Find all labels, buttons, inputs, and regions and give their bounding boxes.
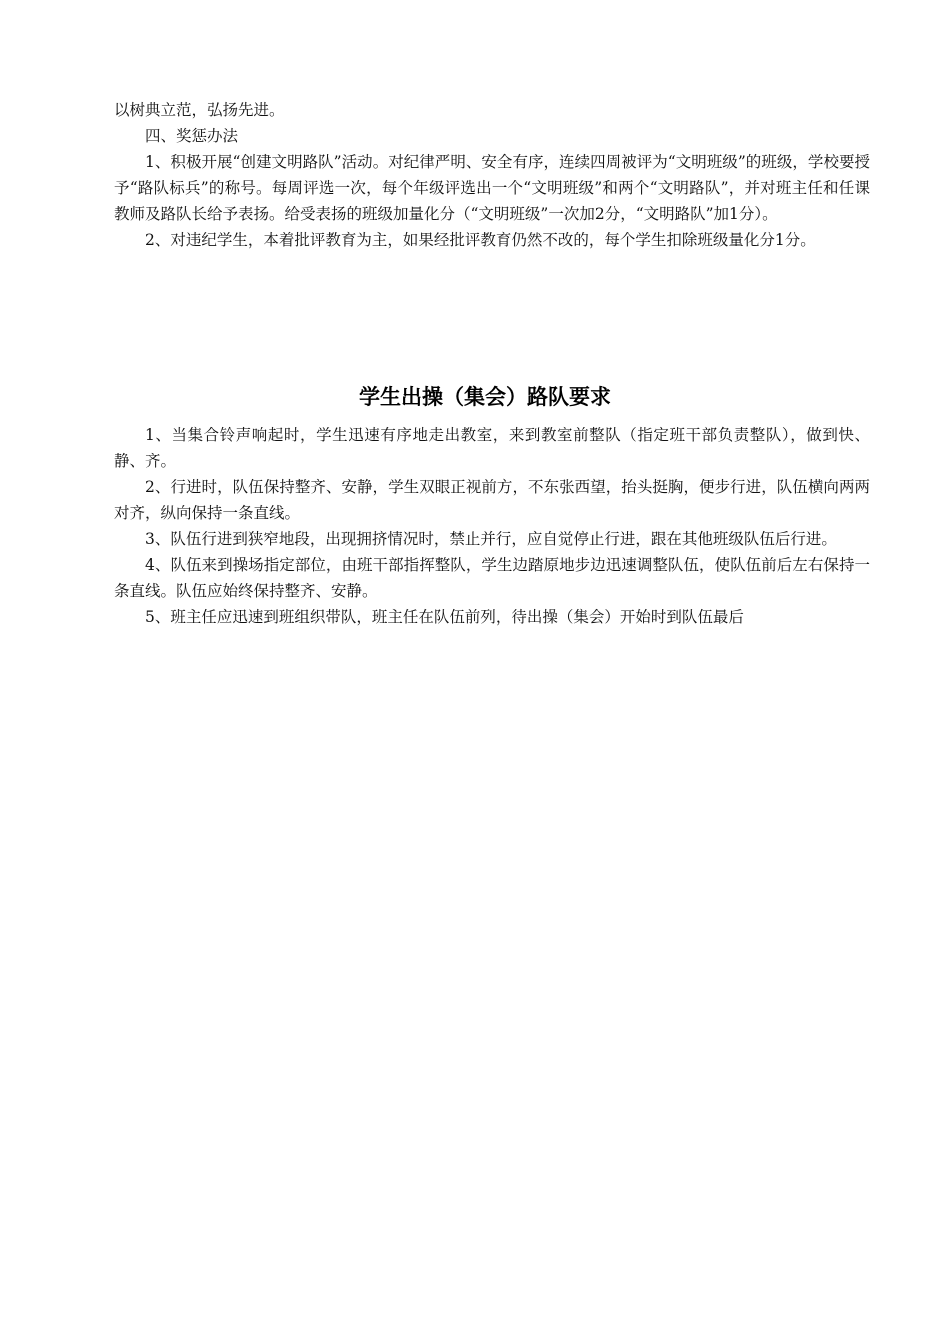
section-heading-rewards: 四、奖惩办法 <box>145 127 239 145</box>
requirement-item-5: 5、班主任应迅速到班组织带队，班主任在队伍前列，待出操（集会）开始时到队伍最后 <box>145 608 744 626</box>
requirement-item-3: 3、队伍行进到狭窄地段，出现拥挤情况时，禁止并行，应自觉停止行进，跟在其他班级队伍后行进。 <box>145 530 837 548</box>
requirement-item-1: 1、当集合铃声响起时，学生迅速有序地走出教室，来到教室前整队（指定班干部负责整队），做到快、静、齐。 <box>114 426 870 470</box>
requirement-item-4: 4、队伍来到操场指定部位，由班干部指挥整队，学生边踏原地步边迅速调整队伍，使队伍前后左右保持一条直线。队伍应始终保持整齐、安静。 <box>114 556 870 600</box>
rewards-section <box>114 97 870 253</box>
paragraph-reward-2: 2、对违纪学生，本着批评教育为主，如果经批评教育仍然不改的，每个学生扣除班级量化分1分。 <box>145 231 816 249</box>
requirements-section <box>114 422 870 630</box>
document-title: 学生出操（集会）路队要求 <box>359 385 611 409</box>
requirement-item-2: 2、行进时，队伍保持整齐、安静，学生双眼正视前方，不东张西望，抬头挺胸，便步行进，队伍横向两两对齐，纵向保持一条直线。 <box>114 478 870 522</box>
paragraph-continuation: 以树典立范，弘扬先进。 <box>114 101 285 119</box>
paragraph-reward-1: 1、积极开展“创建文明路队”活动。对纪律严明、安全有序，连续四周被评为“文明班级”的班级，学校要授予“路队标兵”的称号。每周评选一次，每个年级评选出一个“文明班级”和两个“文明路队”，并对班主任和任课教师及路队长给予表扬。给受表扬的班级加量化分（“文明班级”一次加2分，“文明路队”加1分）。 <box>114 153 870 223</box>
